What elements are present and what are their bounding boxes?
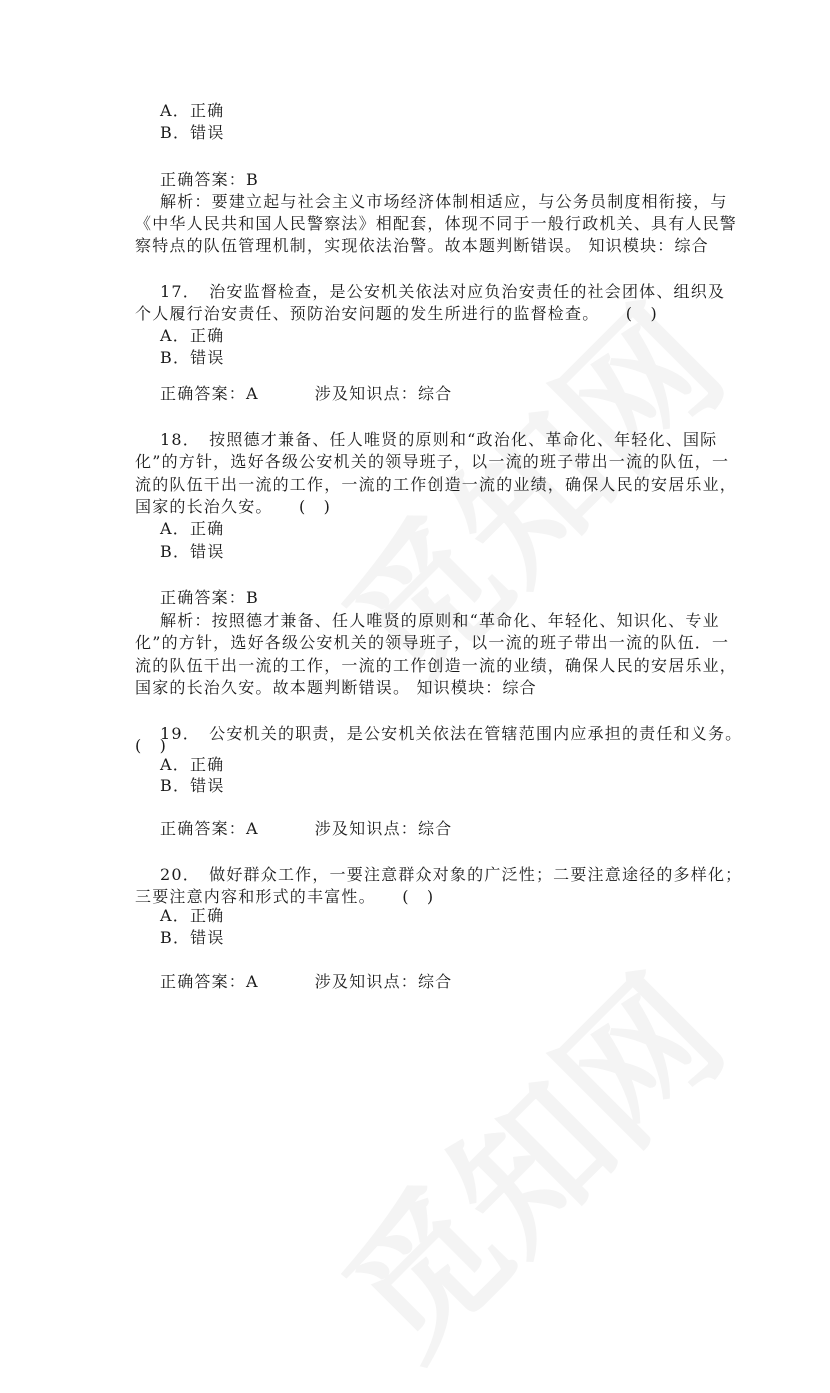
analysis-line: 《中华人民共和国人民警察法》相配套，体现不同于一般行政机关、具有人民警	[135, 214, 738, 233]
question-text: 化”的方针，选好各级公安机关的领导班子，以一流的班子带出一流的队伍，一	[135, 452, 730, 471]
question-text: ( )	[135, 736, 168, 755]
analysis-line: 解析：按照德才兼备、任人唯贤的原则和“革命化、年轻化、知识化、专业	[160, 611, 720, 630]
analysis-line: 察特点的队伍管理机制，实现依法治警。故本题判断错误。 知识模块：综合	[135, 236, 709, 255]
option-b: B．错误	[160, 123, 225, 142]
option-b: B．错误	[160, 542, 225, 561]
correct-answer: 正确答案：B	[160, 170, 259, 189]
option-a: A．正确	[160, 755, 225, 774]
knowledge-point: 涉及知识点：综合	[314, 819, 453, 838]
question-text: 个人履行治安责任、预防治安问题的发生所进行的监督检查。 ( )	[135, 304, 658, 323]
option-b: B．错误	[160, 928, 225, 947]
option-b: B．错误	[160, 348, 225, 367]
question-text: 18． 按照德才兼备、任人唯贤的原则和“政治化、革命化、年轻化、国际	[160, 430, 718, 449]
watermark	[290, 923, 761, 1393]
analysis-line: 化”的方针，选好各级公安机关的领导班子，以一流的班子带出一流的队伍．一	[135, 633, 730, 652]
knowledge-point: 涉及知识点：综合	[314, 972, 453, 991]
correct-answer: 正确答案：A	[160, 384, 259, 403]
option-a: A．正确	[160, 326, 225, 345]
correct-answer: 正确答案：B	[160, 588, 259, 607]
answer-row	[160, 972, 452, 992]
analysis-line: 国家的长治久安。故本题判断错误。 知识模块：综合	[135, 678, 537, 697]
option-a: A．正确	[160, 906, 225, 925]
option-a: A．正确	[160, 519, 225, 538]
question-text: 19． 公安机关的职责，是公安机关依法在管辖范围内应承担的责任和义务。	[160, 724, 743, 743]
question-text: 17． 治安监督检查，是公安机关依法对应负治安责任的社会团体、组织及	[160, 282, 726, 301]
question-text: 20． 做好群众工作，一要注意群众对象的广泛性；二要注意途径的多样化；	[160, 865, 743, 884]
option-a: A．正确	[160, 101, 225, 120]
question-text: 国家的长治久安。 ( )	[135, 497, 332, 516]
correct-answer: 正确答案：A	[160, 819, 259, 838]
analysis-line: 解析：要建立起与社会主义市场经济体制相适应，与公务员制度相衔接，与	[160, 192, 728, 211]
answer-row	[160, 384, 452, 404]
analysis-line: 流的队伍干出一流的工作，一流的工作创造一流的业绩，确保人民的安居乐业，	[135, 656, 738, 675]
correct-answer: 正确答案：A	[160, 972, 259, 991]
answer-row	[160, 819, 452, 839]
option-b: B．错误	[160, 776, 225, 795]
knowledge-point: 涉及知识点：综合	[314, 384, 453, 403]
question-text: 流的队伍干出一流的工作，一流的工作创造一流的业绩，确保人民的安居乐业，	[135, 475, 738, 494]
question-text: 三要注意内容和形式的丰富性。 ( )	[135, 887, 435, 906]
